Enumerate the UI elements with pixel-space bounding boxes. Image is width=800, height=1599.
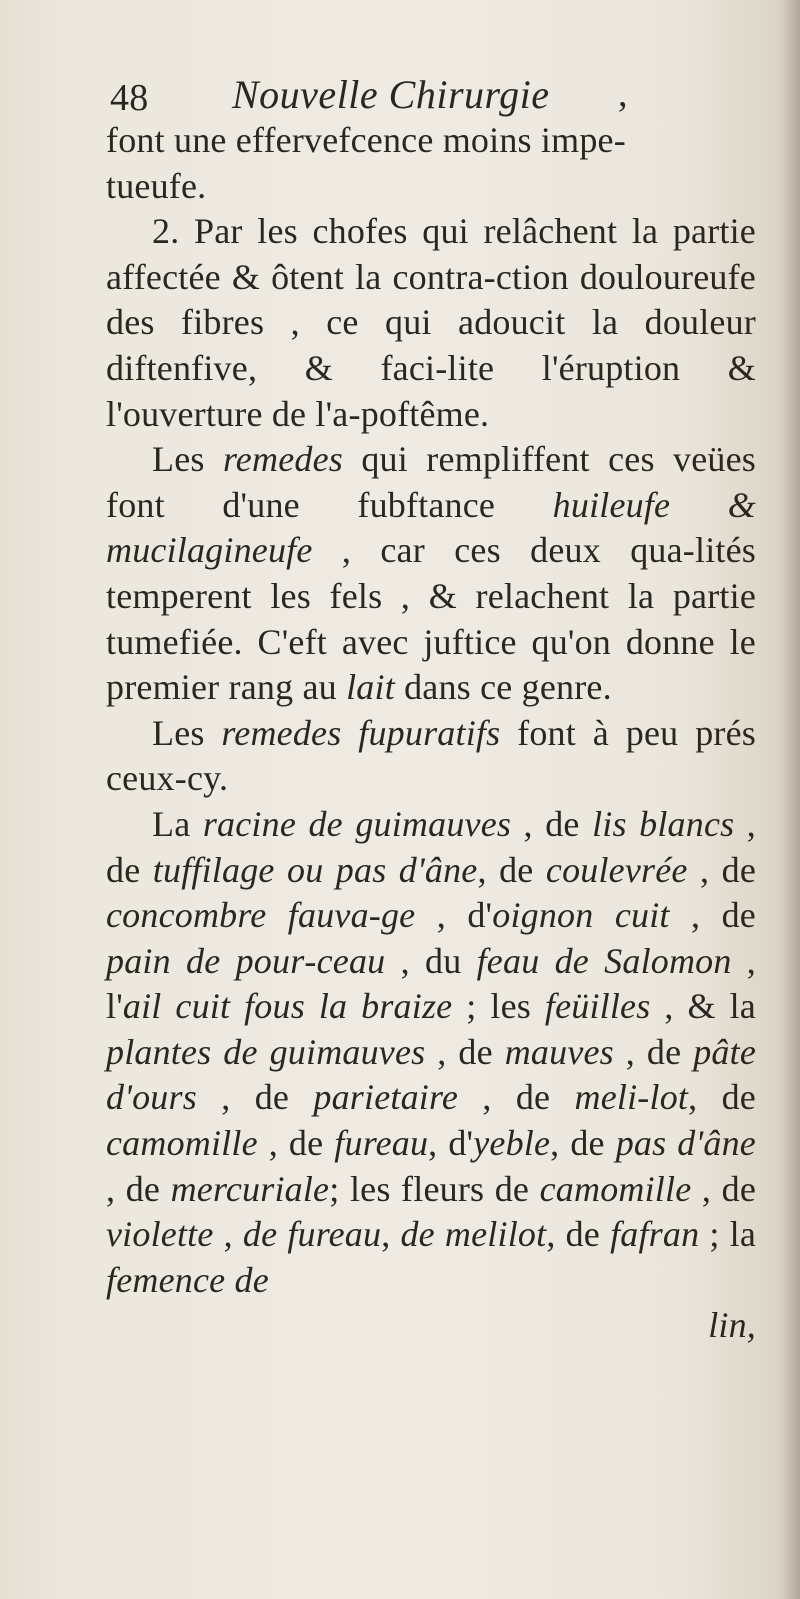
text-line: font une effervefcence moins impe	[106, 120, 614, 160]
italic-run: fafran	[610, 1214, 700, 1255]
italic-run: mercuriale	[170, 1168, 330, 1209]
italic-run: pain de pour	[106, 940, 305, 981]
italic-run: meli	[574, 1077, 638, 1118]
italic-run: ail cuit fous la braize	[122, 986, 453, 1027]
italic-run: ceau	[316, 940, 386, 981]
text-run: , de	[613, 1031, 694, 1072]
text-run: , de	[550, 1123, 616, 1164]
text-run: ; les fleurs de	[329, 1168, 540, 1209]
text-run: ; la	[699, 1214, 757, 1255]
text-run: , & la	[650, 986, 756, 1027]
italic-run: violette	[106, 1214, 214, 1255]
italic-run: pâte d'ours	[106, 1031, 757, 1118]
running-title-comma: ,	[618, 73, 628, 115]
text-block	[106, 60, 756, 1349]
italic-run: concombre fauva	[106, 895, 369, 936]
text-run: , de	[511, 803, 593, 844]
text-line: 2. Par les chofes qui relâchent la partie affectée & ôtent la contra	[106, 211, 756, 297]
text-line: tueufe.	[106, 165, 207, 206]
text-run: , d'	[428, 1123, 474, 1164]
italic-run: pas d'âne	[615, 1123, 756, 1164]
text-line: poftême.	[360, 393, 490, 434]
paragraph-ingredients: La racine de guimauves , de lis blancs , de tuffilage ou pas d'âne, de coulevrée , de concombre fauva-ge , d'oignon cuit , de pain de pour-ceau , du feau de Salomon , l'ail cuit fous la braize ; les feüilles , & la plantes de guimauves , de mauves , de pâte d'ours , de parietaire , de meli-lot, de camomille , de fureau, d'yeble, de pas d'âne , de mercuriale; les fleurs de camomille , de violette , de fureau, de melilot, de fafran ; la femence de	[106, 803, 757, 1300]
text-run: , de	[687, 849, 756, 890]
italic-run: oignon cuit	[492, 895, 670, 936]
text-run: , de	[477, 849, 546, 890]
italic-run: camomille	[106, 1123, 258, 1164]
text-run: ,	[381, 1214, 401, 1255]
text-run: , d'	[415, 895, 493, 936]
text-run: , de	[688, 1077, 756, 1118]
italic-run: feüilles	[544, 986, 651, 1027]
italic-run: de melilot	[400, 1214, 547, 1255]
text-run: , car ces deux qua	[312, 530, 683, 571]
italic-run: ge	[380, 895, 416, 936]
text-run: , l'	[106, 940, 757, 1027]
italic-run: lis blancs	[592, 803, 735, 844]
running-header	[106, 60, 756, 118]
italic-run: coulevrée	[545, 849, 688, 890]
italic-run: remedes	[222, 439, 343, 480]
text-run: , de	[546, 1214, 611, 1255]
text-line: ction douloureufe des fibres , ce qui adoucit la douleur diftenfive, & faci	[106, 256, 756, 388]
text-run: qui rempliffent ces veües font d'une fubftance	[106, 439, 756, 525]
italic-run: tuffilage ou pas d'âne	[152, 849, 478, 890]
text-run: , de	[106, 803, 756, 890]
italic-run: huileufe & mucilagineufe	[106, 484, 756, 571]
italic-run: de fureau	[242, 1214, 382, 1255]
italic-run: parietaire	[313, 1077, 459, 1118]
paragraph-remedes: Les remedes qui rempliffent ces veües font d'une fubftance huileufe & mucilagineufe , car ces deux qua-lités temperent les fels , & relachent la partie tumefiée. C'eft avec juftice qu'on donne le premier rang au lait dans ce genre.	[106, 439, 756, 708]
text-run: Les	[152, 712, 222, 753]
text-run: Les	[152, 439, 223, 480]
text-run: , de	[691, 1168, 756, 1209]
italic-run: femence de	[106, 1259, 269, 1300]
italic-run: racine de guimauves	[202, 803, 512, 844]
text-run: La	[152, 803, 203, 844]
text-run: lités temperent les fels , & relachent la partie tumefiée. C'eft avec juftice qu'on donne le premier rang au	[106, 530, 756, 708]
italic-run: remedes fupuratifs	[221, 712, 501, 753]
text-run: font à peu prés ceux-cy.	[106, 712, 756, 799]
text-run: ,	[213, 1214, 243, 1255]
italic-run: lot	[649, 1077, 689, 1118]
page-number: 48	[110, 77, 149, 119]
text-run: , de	[106, 1168, 171, 1209]
text-run: , de	[196, 1077, 314, 1118]
running-title: Nouvelle Chirurgie	[232, 72, 550, 117]
italic-run: camomille	[539, 1168, 692, 1209]
paragraph-supuratifs	[106, 711, 756, 802]
text-run: , de	[425, 1031, 505, 1072]
text-run: dans ce genre.	[394, 667, 612, 708]
italic-run: fureau	[334, 1123, 429, 1164]
text-run: , de	[257, 1123, 335, 1164]
italic-run: yeble	[473, 1123, 551, 1164]
paragraph-point-2: 2. Par les chofes qui relâchent la partie affectée & ôtent la contra-ction douloureufe des fibres , ce qui adoucit la douleur diftenfive, & faci-lite l'éruption & l'ouverture de l'a-poftême.	[106, 211, 756, 434]
italic-run: plantes de guimauves	[106, 1031, 426, 1072]
page-edge-shadow	[782, 0, 800, 1599]
catchword: lin,	[708, 1305, 756, 1346]
italic-run: lait	[346, 667, 395, 708]
paragraph-continuation: font une effervefcence moins impe- tueufe.	[106, 120, 626, 206]
italic-run: feau de Salomon	[476, 940, 732, 981]
text-run: , de	[669, 895, 756, 936]
text-run: , du	[385, 940, 477, 981]
text-line: lite l'éruption & l'ouverture de l'a	[106, 347, 756, 434]
text-run: , de	[458, 1077, 575, 1118]
italic-run: mauves	[504, 1031, 614, 1072]
text-run: ; les	[452, 986, 545, 1027]
